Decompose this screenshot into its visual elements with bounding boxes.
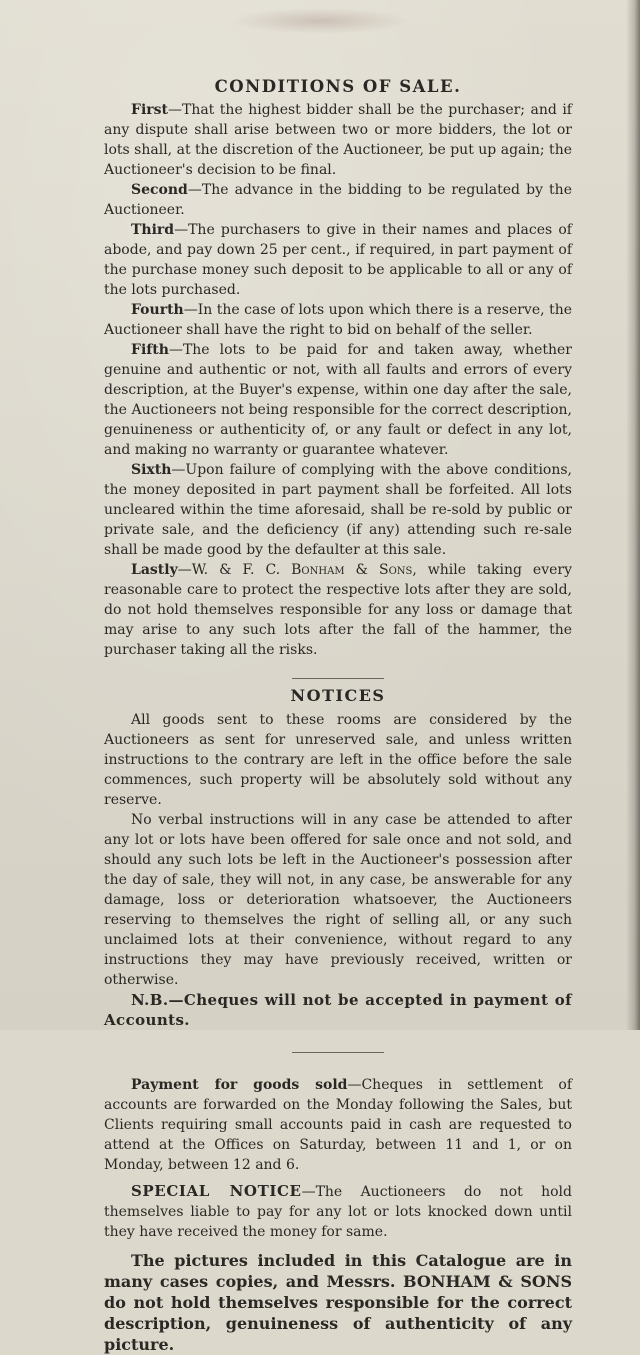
- condition-text: —The purchasers to give in their names and places of abode, and pay down 25 per cent., if required, in part payment of the purchase money such deposit to be applicable to all or any of the lots purchased.: [104, 222, 572, 298]
- condition-text: , while taking every reasonable care to protect the respective lots after they are sold, do not hold themselves responsible for any loss or damage that may arise to any such lots after the fall of the hammer, the purchaser taking all the risks.: [104, 562, 572, 658]
- condition-text: —That the highest bidder shall be the purchaser; and if any dispute shall arise between two or more bidders, the lot or lots shall, at the discretion of the Auctioneer, be put up again; the Auctioneer's decision to be final.: [104, 102, 572, 178]
- section-divider: [292, 678, 384, 679]
- condition-lead: Fifth: [131, 342, 169, 358]
- condition-fifth: [104, 340, 572, 460]
- payment-lead: Payment for goods sold: [131, 1077, 348, 1093]
- notice-paragraph-2: No verbal instructions will in any case be attended to after any lot or lots have been offered for sale once and not sold, and should any such lots be left in the Auctioneer's possession after the day of sale, they will not, in any case, be answerable for any damage, loss or deterioration whatsoever, the Auctioneers reserving to themselves the right of selling all, or any such unclaimed lots at their convenience, without regard to any instructions they may have previously received, written or otherwise.: [104, 812, 572, 988]
- condition-lead: Fourth: [131, 302, 184, 318]
- condition-text-pre: —W. & F. C.: [177, 562, 292, 578]
- condition-text: —The lots to be paid for and taken away, whether genuine and authentic or not, with all faults and errors of every description, at the Buyer's expense, within one day after the sale, the Auctioneers not being responsible for the correct description, genuineness or authenticity of, or any fault or defect in any lot, and making no warranty or guarantee whatever.: [104, 342, 572, 458]
- section-divider: [292, 1052, 384, 1053]
- condition-text: —In the case of lots upon which there is a reserve, the Auctioneer shall have the right to bid on behalf of the seller.: [104, 302, 572, 338]
- condition-text: —The advance in the bidding to be regulated by the Auctioneer.: [104, 182, 572, 218]
- condition-fourth: [104, 300, 572, 340]
- notices-title: NOTICES: [290, 686, 386, 705]
- page-edge-shadow: [626, 0, 640, 1030]
- paper-stain: [230, 8, 410, 34]
- notice-paragraph-1: All goods sent to these rooms are considered by the Auctioneers as sent for unreserved sale, and unless written instructions to the contrary are left in the office before the sale commences, such property will be absolutely sold without any reserve.: [104, 712, 572, 808]
- special-notice-text: —The Auctioneers do not hold themselves liable to pay for any lot or lots knocked down until they have received the money for same.: [104, 1184, 572, 1240]
- condition-second: [104, 180, 572, 220]
- payment-paragraph: [104, 1075, 572, 1175]
- condition-third: [104, 220, 572, 300]
- condition-lead: Sixth: [131, 462, 172, 478]
- special-notice: [104, 1181, 572, 1242]
- condition-first: [104, 100, 572, 180]
- condition-lastly: [104, 560, 572, 660]
- cheques-notice: N.B.—Cheques will not be accepted in payment of Accounts.: [104, 991, 572, 1029]
- condition-lead: Third: [131, 222, 175, 238]
- condition-lead: First: [131, 102, 168, 118]
- condition-lead: Second: [131, 182, 188, 198]
- condition-text: —Upon failure of complying with the above conditions, the money deposited in part payment shall be forfeited. All lots uncleared within the time aforesaid, shall be re-sold by public or private sale, and the deficiency (if any) attending such re-sale shall be made good by the defaulter at this sale.: [104, 462, 572, 558]
- firm-name: Bonham & Sons: [291, 562, 413, 578]
- payment-text: —Cheques in settlement of accounts are forwarded on the Monday following the Sales, but Clients requiring small accounts paid in cash are requested to attend at the Offices on Saturday, between 11 and 1, or on Monday, between 12 and 6.: [104, 1077, 572, 1173]
- special-notice-lead: SPECIAL NOTICE: [131, 1182, 302, 1200]
- condition-lead: Lastly: [131, 562, 178, 578]
- pictures-disclaimer: The pictures included in this Catalogue are in many cases copies, and Messrs. BONHAM & SONS do not hold themselves responsible for the correct description, genuineness of authenticity of any picture.: [104, 1251, 572, 1354]
- page-content: [104, 76, 572, 1355]
- conditions-title: CONDITIONS OF SALE.: [214, 77, 462, 96]
- condition-sixth: [104, 460, 572, 560]
